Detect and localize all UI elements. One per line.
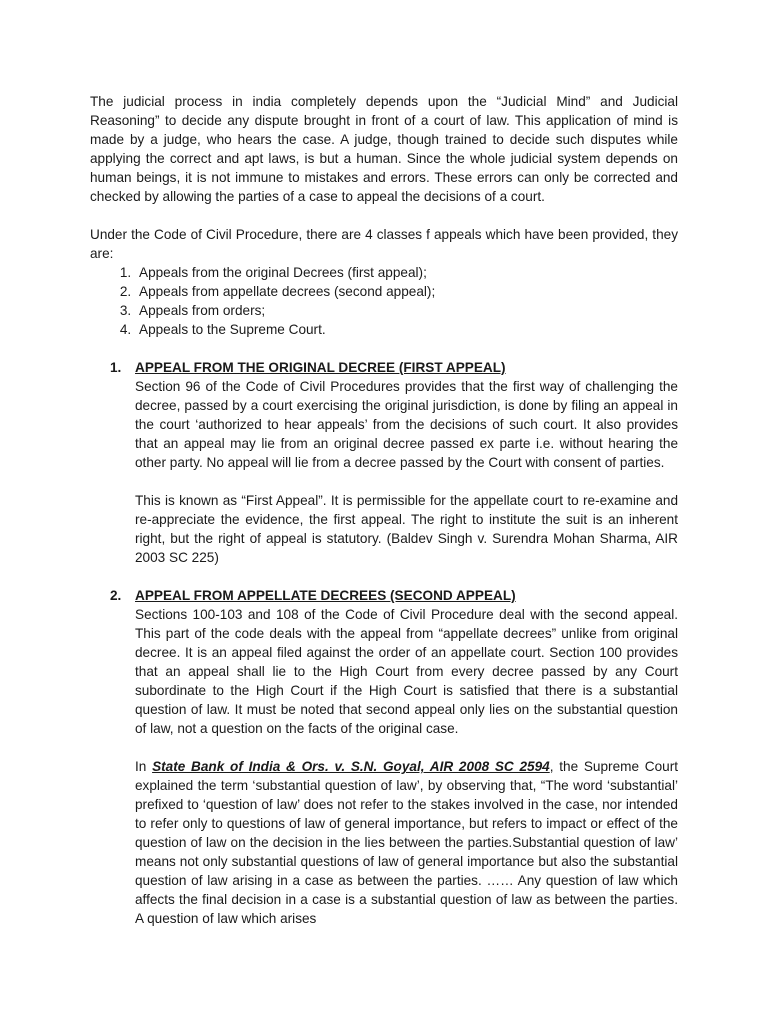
list-item: 4. Appeals to the Supreme Court.	[135, 320, 678, 339]
section-paragraph: Sections 100-103 and 108 of the Code of Civil Procedure deal with the second appeal. This part of the code deals with the appeal from “appellate decrees” unlike from original decree. It is an appeal filed against the order of an appellate court. Section 100 provides that an appeal shall lie to the High Court from every decree passed by any Court subordinate to the High Court if the High Court is satisfied that there is a substantial question of law. It must be noted that second appeal only lies on the substantial question of law, not a question on the facts of the original case.	[135, 607, 678, 736]
section-first-appeal	[90, 358, 678, 567]
case-citation: State Bank of India & Ors. v. S.N. Goyal, AIR 2008 SC 2594	[152, 759, 550, 774]
case-paragraph	[135, 757, 678, 928]
section-paragraph: This is known as “First Appeal”. It is permissible for the appellate court to re-examine and re-appreciate the evidence, the first appeal. The right to institute the suit is an inherent right, but the right of appeal is statutory. (Baldev Singh v. Surendra Mohan Sharma, AIR 2003 SC 225)	[135, 493, 678, 565]
intro-paragraph: The judicial process in india completely depends upon the “Judicial Mind” and Judicial Reasoning” to decide any dispute brought in front of a court of law. This application of mind is made by a judge, who hears the case. A judge, though trained to decide such disputes while applying the correct and apt laws, is but a human. Since the whole judicial system depends on human beings, it is not immune to mistakes and errors. These errors can only be corrected and checked by allowing the parties of a case to appeal the decisions of a court.	[90, 94, 678, 204]
list-item: 2. Appeals from appellate decrees (second appeal);	[135, 282, 678, 301]
paragraph-gap	[135, 738, 678, 757]
section-second-appeal	[90, 586, 678, 928]
appeal-classes-list	[90, 263, 678, 339]
list-item: 1. Appeals from the original Decrees (first appeal);	[135, 263, 678, 282]
case-text: , the Supreme Court explained the term ‘substantial question of law’, by observing that, “The word ‘substantial’ prefixed to ‘question of law’ does not refer to the stakes involved in the case, nor intended to refer only to questions of law of general importance, but refers to impact or effect of the question of law on the decision in the lies between the parties.Substantial question of law’ means not only substantial questions of law of general importance but also the substantial question of law arising in a case as between the parties. …… Any question of law which affects the final decision in a case is a substantial question of law as between the parties. A question of law which arises	[135, 759, 678, 926]
paragraph-gap	[90, 206, 678, 225]
section-paragraph: Section 96 of the Code of Civil Procedures provides that the first way of challenging the decree, passed by a court exercising the original jurisdiction, is done by filing an appeal in the court ‘authorized to hear appeals’ from the decisions of such court. It also provides that an appeal may lie from an original decree passed ex parte i.e. without hearing the other party. No appeal will lie from a decree passed by the Court with consent of parties.	[135, 379, 678, 470]
section-number: 2.	[110, 588, 122, 603]
section-heading: APPEAL FROM THE ORIGINAL DECREE (FIRST APPEAL)	[135, 360, 506, 375]
list-item: 3. Appeals from orders;	[135, 301, 678, 320]
paragraph-gap	[135, 472, 678, 491]
section-heading: APPEAL FROM APPELLATE DECREES (SECOND APPEAL)	[135, 588, 516, 603]
appeal-classes-intro: Under the Code of Civil Procedure, there are 4 classes f appeals which have been provided, they are:	[90, 227, 678, 261]
case-prefix: In	[135, 759, 153, 774]
section-number: 1.	[110, 360, 122, 375]
